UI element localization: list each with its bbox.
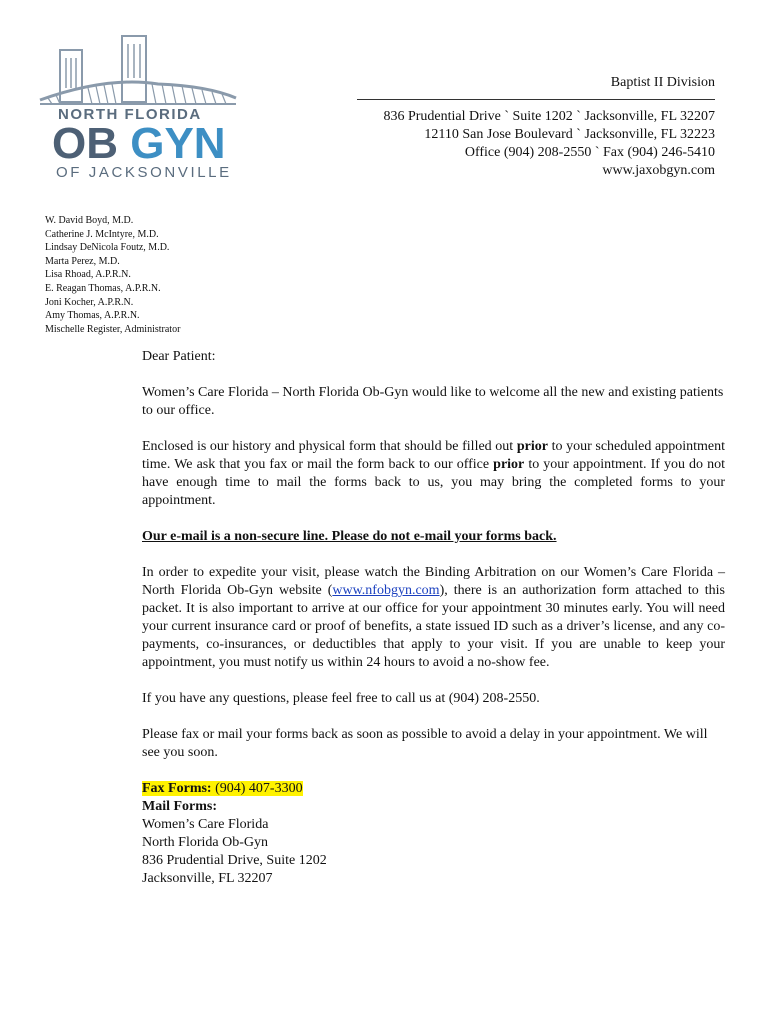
logo-line-jacksonville: OF JACKSONVILLE: [56, 164, 232, 181]
staff-item: W. David Boyd, M.D.: [45, 215, 134, 226]
mail-forms-label: Mail Forms:: [142, 799, 218, 814]
bridge-icon: [38, 28, 238, 108]
emphasis-prior: prior: [493, 457, 525, 472]
logo-ob-gyn: [52, 120, 226, 168]
logo-ob: OB: [52, 119, 118, 168]
logo-line-north-florida: NORTH FLORIDA: [58, 106, 202, 123]
website-link[interactable]: www.nfobgyn.com: [332, 583, 440, 598]
division-name: Baptist II Division: [610, 75, 715, 90]
fax-forms-label: Fax Forms:: [142, 781, 212, 796]
staff-item: E. Reagan Thomas, A.P.R.N.: [45, 282, 161, 294]
fax-forms-number: (904) 407-3300: [211, 781, 303, 796]
staff-item: Mischelle Register, Administrator: [45, 323, 181, 335]
mail-address-line: Jacksonville, FL 32207: [142, 871, 273, 886]
website-line: www.jaxobgyn.com: [602, 163, 715, 178]
address-line-1: 836 Prudential Drive ` Suite 1202 ` Jacksonville, FL 32207: [383, 109, 715, 124]
staff-list: [45, 214, 180, 336]
address-line-2: 12110 San Jose Boulevard ` Jacksonville, FL 32223: [424, 127, 715, 142]
paragraph-expedite: In order to expedite your visit, please watch the Binding Arbitration on our Women’s Care Florida – North Florida Ob-Gyn website (www.nfobgyn.com), there is an authorization form attached to this packet. It is also important to arrive at our office for your appointment 30 minutes early. You will need your current insurance card or proof of benefits, a state issued ID such as a driver’s license, and any co-payments, co-insurances, or deductibles that apply to your visit. If you are unable to keep your appointment, you must notify us within 24 hours to avoid a no-show fee.: [142, 565, 725, 670]
staff-item: Marta Perez, M.D.: [45, 255, 120, 267]
paragraph-questions: If you have any questions, please feel free to call us at (904) 208-2550.: [142, 691, 540, 706]
staff-item: Lisa Rhoad, A.P.R.N.: [45, 269, 131, 281]
staff-item: Amy Thomas, A.P.R.N.: [45, 310, 140, 322]
header-divider: [357, 99, 715, 100]
header-address-block: [383, 108, 715, 180]
paragraph-fax-mail: Please fax or mail your forms back as soon as possible to avoid a delay in your appointment. We will see you soon.: [142, 727, 708, 760]
paragraph-enclosed: Enclosed is our history and physical form that should be filled out prior to your scheduled appointment time. We ask that you fax or mail the form back to our office prior to your appointment. If you do not have enough time to mail the forms back to us, you may bring the completed forms to your appointment.: [142, 439, 725, 508]
emphasis-prior: prior: [516, 439, 548, 454]
fax-forms-line: [142, 780, 725, 798]
staff-item: Catherine J. McIntyre, M.D.: [45, 228, 159, 240]
letter-body: [142, 348, 725, 888]
mail-address-line: 836 Prudential Drive, Suite 1202: [142, 853, 327, 868]
email-notice: Our e-mail is a non-secure line. Please do not e-mail your forms back.: [142, 529, 557, 544]
mail-address-line: Women’s Care Florida: [142, 817, 269, 832]
paragraph-welcome: Women’s Care Florida – North Florida Ob-Gyn would like to welcome all the new and existing patients to our office.: [142, 385, 724, 418]
contact-forms-block: [142, 780, 725, 888]
logo-gyn: GYN: [130, 119, 226, 168]
greeting: Dear Patient:: [142, 349, 216, 364]
staff-item: Lindsay DeNicola Foutz, M.D.: [45, 242, 170, 254]
practice-logo: [38, 28, 238, 188]
phone-fax-line: Office (904) 208-2550 ` Fax (904) 246-5410: [464, 145, 715, 160]
staff-item: Joni Kocher, A.P.R.N.: [45, 296, 134, 308]
mail-address-line: North Florida Ob-Gyn: [142, 835, 268, 850]
